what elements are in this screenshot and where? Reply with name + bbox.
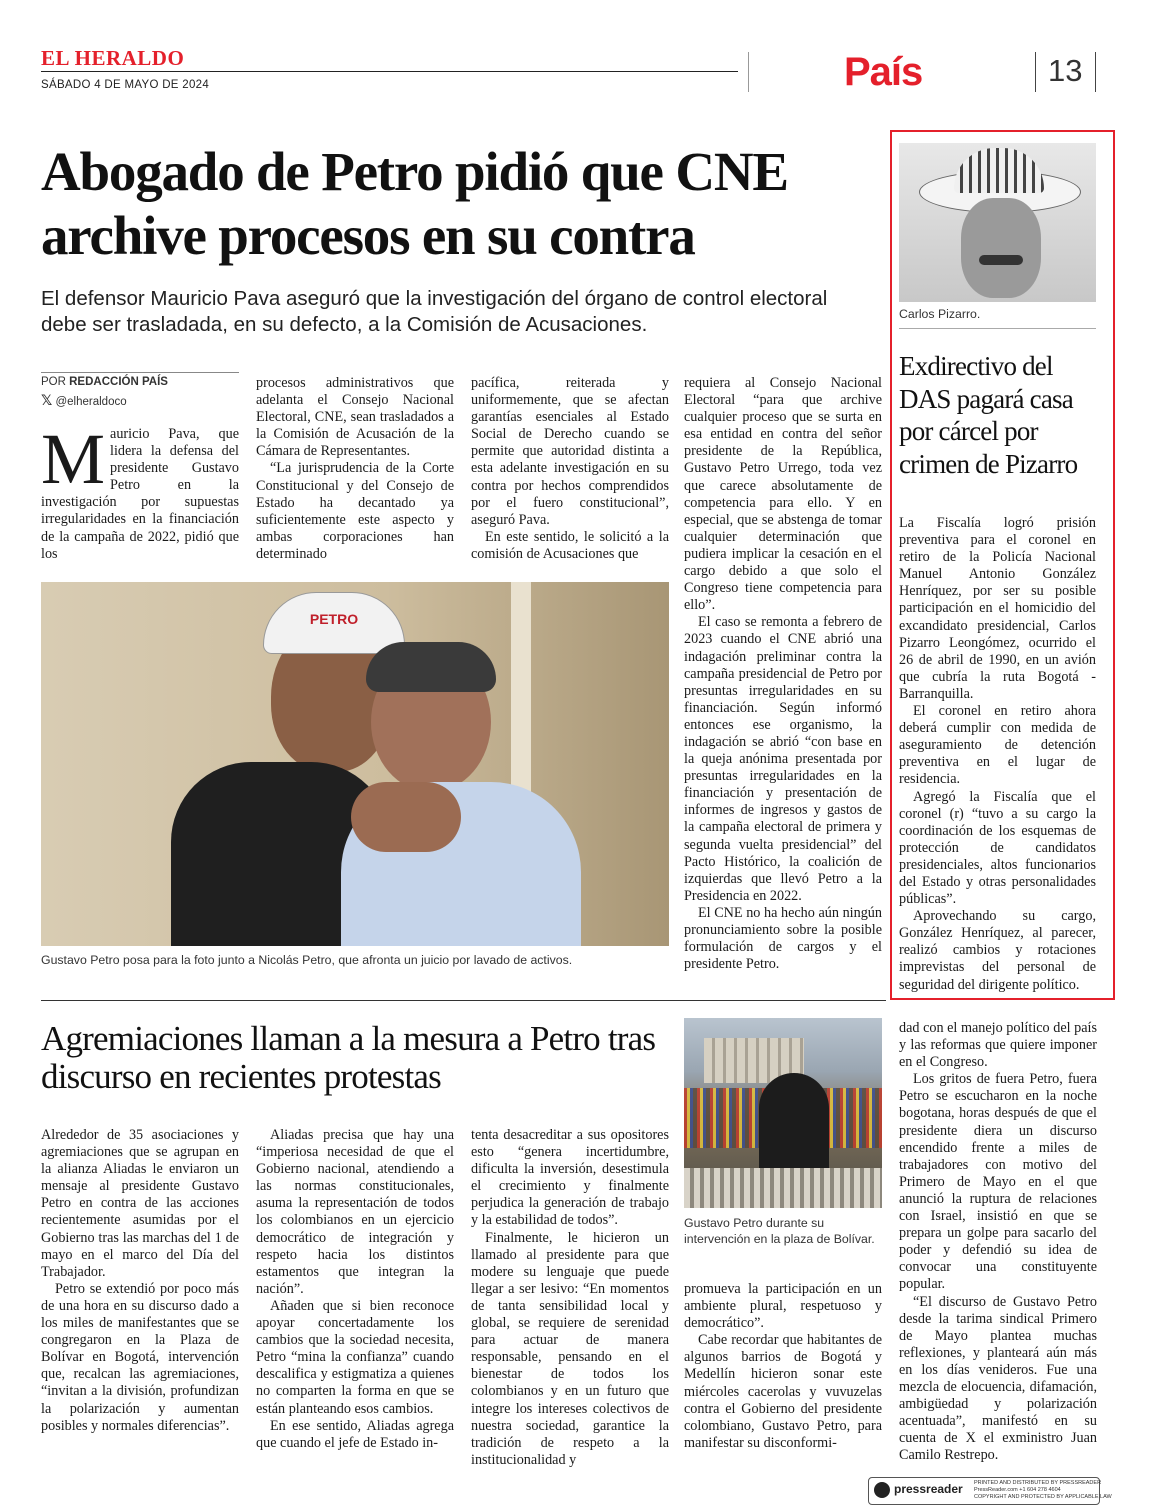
second-col-4-p1: promueva la participación en un ambiente plural, respetuoso y democrático”. [684, 1281, 882, 1332]
byline-author: REDACCIÓN PAÍS [69, 376, 168, 388]
page-number: 13 [1048, 53, 1083, 88]
balcony-railing [684, 1168, 882, 1208]
main-photo-caption: Gustavo Petro posa para la foto junto a Nicolás Petro, que afronta un juicio por lavado de activos. [41, 953, 573, 967]
sidebar-p1: La Fiscalía logró prisión preventiva para el coronel en retiro de la Policía Nacional Manuel Antonio González Henríquez, por ser su posible participación en el homicidio del excandidato presidencial, Carlos Pizarro Leongómez, ocurrido el 26 de abril de 1990, en un avión que cubría la ruta Bogotá - Barranquilla. [899, 515, 1096, 702]
main-col-2-p2: “La jurisprudencia de la Corte Constitucional y del Consejo de Estado ha decantado ya suficientemente este aspecto y ambas corporaciones han determinado [256, 460, 454, 562]
pressreader-line2: PressReader.com +1 604 278 4604 [974, 1487, 1061, 1493]
second-col-2-p2: Añaden que si bien reconoce apoyar concertadamente los cambios que la sociedad necesita, Petro “mina la confianza” cuando descalifica y estigmatiza a quienes no comparten la forma en que se están planteando esos cambios. [256, 1297, 454, 1417]
second-col-1 [41, 1127, 239, 1435]
second-col-2-p1: Aliadas precisa que hay una “imperiosa necesidad de que el Gobierno nacional, atendiendo a las normas constitucionales, asuma la representación de todos los colombianos en un ejercicio democrático de integración y respeto hacia los distintos estamentos que integran la nación”. [256, 1127, 454, 1297]
section-divider [41, 1000, 886, 1001]
main-col-2-p1: procesos administrativos que adelanta el Consejo Nacional Electoral, CNE, sean trasladados a la Comisión de Acusación de la Cámara de Representantes. [256, 375, 454, 460]
second-photo [684, 1018, 882, 1208]
main-photo [41, 582, 669, 946]
sidebar-rule [899, 328, 1096, 329]
page-number-divider-right [1095, 52, 1096, 92]
sidebar-headline: Exdirectivo del DAS pagará casa por cárcel por crimen de Pizarro [899, 351, 1078, 479]
pressreader-badge[interactable] [868, 1477, 1112, 1505]
main-col-3-p1: pacífica, reiterada y uniformemente, que se afectan garantías esenciales al Estado Social de Derecho cuando se permite que autoridad distinta a esta adelante investigación en su contra por hechos comprendidos por el fuero constitucional”, aseguró Pava. [471, 375, 669, 528]
hat-crown [954, 148, 1044, 193]
byline [41, 376, 168, 388]
second-headline: Agremiaciones llaman a la mesura a Petro tras discurso en recientes protestas [41, 1019, 656, 1096]
second-col-5 [899, 1020, 1097, 1464]
heart-hands [351, 782, 461, 852]
pressreader-brand: pressreader [894, 1482, 963, 1496]
second-col-2-p3: En ese sentido, Aliadas agrega que cuando el jefe de Estado in- [256, 1417, 454, 1451]
second-col-5-p3: “El discurso de Gustavo Petro desde la tarima sindical Primero de Mayo plantea muchas reflexiones, y planteará aún más en los días venideros. Fue una mezcla de elocuencia, difamación, ambigüedad y polarización acentuada”, manifestó en su cuenta de X el exministro Juan Camilo Restrepo. [899, 1293, 1097, 1464]
issue-date: SÁBADO 4 DE MAYO DE 2024 [41, 79, 210, 91]
pressreader-icon [874, 1482, 890, 1498]
sidebar-body [899, 515, 1096, 994]
sidebar-photo-caption: Carlos Pizarro. [899, 307, 981, 321]
pressreader-line1: PRINTED AND DISTRIBUTED BY PRESSREADER [974, 1480, 1102, 1486]
second-col-5-p2: Los gritos de fuera Petro, fuera Petro se escucharon en la noche bogotana, horas después de que el presidente diera un discurso encendido frente a miles de trabajadores con motivo del Primero de Mayo en el que anunció la ruptura de relaciones con Israel, insistió en que se prepara un golpe para sacarlo del poder y defendió su idea de convocar una constituyente popular. [899, 1071, 1097, 1293]
main-headline: Abogado de Petro pidió que CNE archive procesos en su contra [41, 141, 788, 266]
byline-rule [41, 372, 239, 373]
person-right-hair [366, 642, 496, 692]
main-col-4-p1: requiera al Consejo Nacional Electoral “para que archive cualquier proceso que se surta en esa entidad en contra del señor presidente de la República, Gustavo Petro Urrego, toda vez que carece absolutamente de competencia para ello. Y en especial, que se abstenga de tomar cualquier determinación que pudiera implicar la cesación en el cargo debido a que solo el Congreso tiene competencia para ello”. [684, 375, 882, 614]
pressreader-line3: COPYRIGHT AND PROTECTED BY APPLICABLE LAW [974, 1494, 1112, 1500]
masthead-rule [41, 71, 738, 72]
second-col-1-p2: Petro se extendió por poco más de una hora en su discurso dado a los miles de manifestantes que se congregaron en la Plaza de Bolívar en Bogotá, intervención que, recalcan las agremiaciones, “invitan a la división, profundizan la polarización y aumentan posibles y normales diferencias”. [41, 1280, 239, 1434]
second-col-3-p1: tenta desacreditar a sus opositores esto “genera incertidumbre, dificulta la inversión, desestimula el crecimiento y finalmente perjudica la generación de trabajo y la estabilidad de todos”. [471, 1127, 669, 1229]
second-col-2 [256, 1127, 454, 1452]
portrait-face [961, 198, 1041, 298]
second-col-1-p1: Alrededor de 35 asociaciones y agremiaciones que se agrupan en la alianza Aliadas le enviaron un mensaje al presidente Gustavo Petro en contra de las acciones recientemente asumidas por el Gobierno tras las marchas del 1 de mayo en el marco del Día del Trabajador. [41, 1127, 239, 1280]
page-number-divider-left [1035, 52, 1036, 92]
main-col-2 [256, 375, 454, 563]
x-icon: 𝕏 [41, 392, 53, 408]
sidebar-p4: Aprovechando su cargo, González Henríquez, al parecer, realizó cambios y rotaciones imprevistas del personal de seguridad del dirigente político. [899, 908, 1096, 993]
main-col-4-p3: El CNE no ha hecho aún ningún pronunciamiento sobre la posible formulación de cargos y el presidente Petro. [684, 904, 882, 973]
byline-prefix: POR [41, 376, 66, 388]
brand-logo[interactable]: EL HERALDO [41, 46, 185, 70]
main-col-4 [684, 375, 882, 973]
second-col-3-p2: Finalmente, le hicieron un llamado al presidente para que modere su lenguaje que puede llegar a ser lesivo: “En momentos de tanta sensibilidad local y global, se requiere de serenidad para actuar de manera responsable, pensando en el bienestar de todos los colombianos y en un futuro que integre los intereses colectivos de nuestra sociedad, garantice la tradición de respeto a la institucionalidad y [471, 1229, 669, 1468]
second-col-5-p1: dad con el manejo político del país y las reformas que quiere imponer en el Congreso. [899, 1020, 1097, 1071]
sidebar-photo [899, 143, 1096, 302]
second-col-4-p2: Cabe recordar que habitantes de algunos barrios de Bogotá y Medellín hicieron sonar este miércoles cacerolas y vuvuzelas contra el Gobierno del presidente colombiano, Gustavo Petro, para manifestar su disconformi- [684, 1332, 882, 1451]
main-col-1 [41, 419, 239, 563]
second-col-3 [471, 1127, 669, 1469]
social-handle[interactable] [41, 392, 127, 409]
cap-text: PETRO [309, 611, 359, 627]
portrait-moustache [979, 255, 1023, 265]
sidebar-p2: El coronel en retiro ahora deberá cumplir con medida de aseguramiento de detención preventiva en el lugar de residencia. [899, 703, 1096, 788]
second-photo-caption: Gustavo Petro durante su intervención en la plaza de Bolívar. [684, 1216, 875, 1246]
section-title: País [844, 50, 923, 94]
main-col-1-text: auricio Pava, que lidera la defensa del presidente Gustavo Petro en la investigación por supuestas irregularidades en la financiación de la campaña de 2022, pidió que los [41, 426, 239, 562]
handle-text: @elheraldoco [55, 396, 127, 408]
sidebar-p3: Agregó la Fiscalía que el coronel (r) “tuvo a su cargo la coordinación de los esquemas de protección de candidatos presidenciales, altos funcionarios del Estado y otras personalidades públicas”. [899, 788, 1096, 908]
main-subhead: El defensor Mauricio Pava aseguró que la investigación del órgano de control electoral debe ser trasladada, en su defecto, a la Comisión de Acusaciones. [41, 287, 828, 336]
main-col-3-p2: En este sentido, le solicitó a la comisión de Acusaciones que [471, 528, 669, 562]
main-col-3 [471, 375, 669, 563]
masthead-divider [748, 52, 749, 92]
second-col-4 [684, 1281, 882, 1452]
main-col-4-p2: El caso se remonta a febrero de 2023 cuando el CNE abrió una indagación preliminar contra la campaña presidencial de Petro por presuntas irregularidades en su financiación. Según informó entonces ese organismo, la indagación se abrió “con base en la queja anónima presentada por presuntas irregularidades en la financiación y presentación de informes de ingresos y gastos de la campaña electoral de primera y segunda vuelta presidencial” del Pacto Histórico, la coalición de izquierdas que llevó Petro a la Presidencia en 2022. [684, 614, 882, 904]
drop-cap: M [41, 419, 106, 499]
